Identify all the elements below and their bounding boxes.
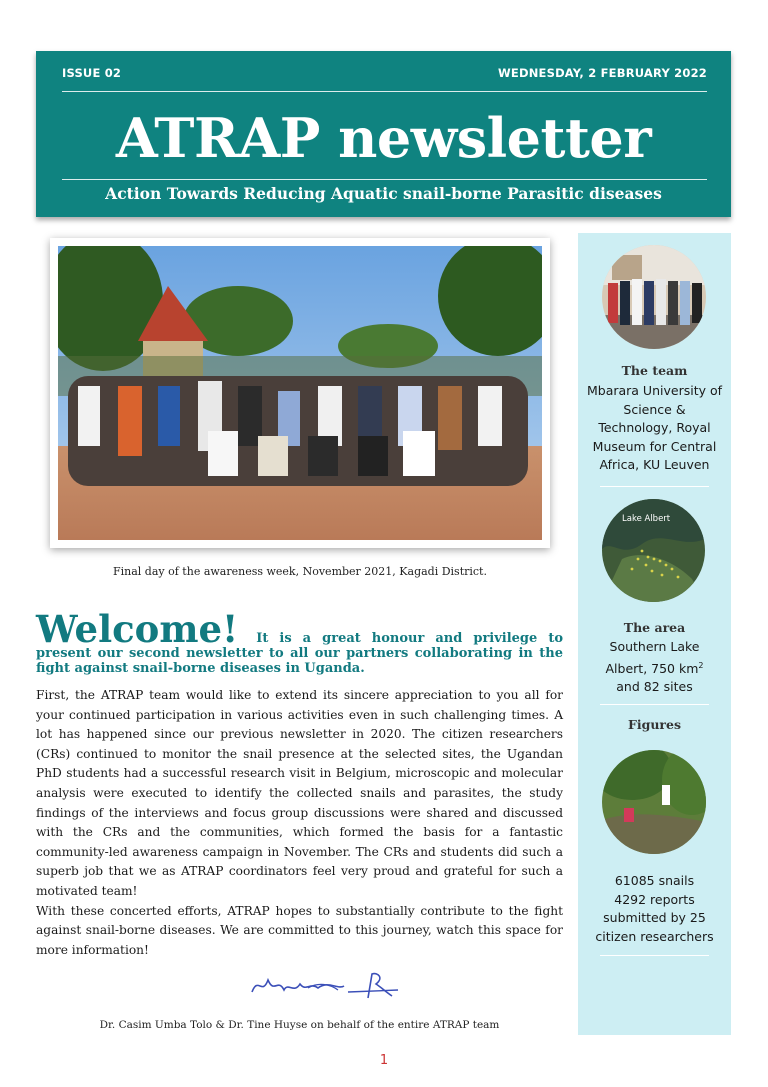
area-map [602, 499, 705, 602]
welcome-word: Welcome! [36, 607, 239, 651]
area-text [586, 638, 723, 697]
figures-photo [602, 750, 706, 854]
area-unit-exponent: 2 [698, 660, 704, 670]
team-photo [602, 245, 706, 349]
area-line-1: Southern Lake [609, 639, 700, 654]
newsletter-subtitle: Action Towards Reducing Aquatic snail-borne Parasitic diseases [105, 184, 662, 203]
body-paragraph-1: First, the ATRAP team would like to extend its sincere appreciation to you all for your continued participation in various activities even in such challenging times. A lot has happened since our previous newsletter in 2020. The citizen researchers (CRs) continued to monitor the snail presence at the selected sites, the Ugandan PhD students had a successful research visit in Belgium, microscopic and molecular analysis were executed to identify the collected snails and parasites, the study findings of the interviews and focus group discussions were shared and discussed with the CRs and the communities, which formed the basis for a fantastic community-led awareness campaign in November. The CRs and students did such a superb job that we as ATRAP coordinators feel very proud and grateful for such a motivated team! [36, 688, 563, 898]
page-number: 1 [379, 1053, 389, 1068]
area-heading: The area [623, 620, 686, 635]
welcome-heading [36, 607, 563, 676]
body-paragraph-2: With these concerted efforts, ATRAP hopes to substantially contribute to the fight against snail-borne diseases. We are committed to this journey, watch this space for more information! [36, 903, 563, 957]
group-photo-frame [50, 238, 550, 548]
header-rule-bottom [62, 179, 707, 180]
issue-date: WEDNESDAY, 2 FEBRUARY 2022 [498, 66, 707, 80]
map-label: Lake Albert [622, 514, 671, 524]
issue-label: ISSUE 02 [62, 66, 122, 80]
figures-text [586, 872, 723, 946]
newsletter-title: ATRAP newsletter [115, 106, 652, 170]
sidebar-divider [600, 955, 709, 956]
team-text: Mbarara University of Science & Technology, Royal Museum for Central Africa, KU Leuven [586, 383, 723, 472]
sidebar-divider [600, 486, 709, 487]
group-photo [58, 246, 542, 540]
signature-image [248, 968, 408, 1002]
figures-heading: Figures [627, 717, 682, 732]
area-line-2 [586, 657, 723, 679]
area-size: Albert, 750 km [605, 660, 699, 676]
figures-submitted: submitted by 25 [603, 910, 706, 925]
team-heading: The team [621, 363, 688, 378]
figures-reports: 4292 reports [614, 891, 695, 907]
figures-snails: 61085 snails [614, 873, 695, 888]
figures-researchers: citizen researchers [595, 928, 714, 944]
photo-caption: Final day of the awareness week, November 2021, Kagadi District. [113, 565, 487, 578]
welcome-lead: It is a great honour and privilege to present our second newsletter to all our partners collaborating in the fight against snail-borne diseases in Uganda. [36, 631, 563, 676]
newsletter-header [36, 51, 731, 217]
header-rule-top [62, 91, 707, 92]
welcome-body [36, 686, 563, 960]
sidebar-divider [600, 704, 709, 705]
welcome-block [36, 607, 563, 676]
sidebar [578, 233, 731, 1035]
signature-caption: Dr. Casim Umba Tolo & Dr. Tine Huyse on behalf of the entire ATRAP team [99, 1019, 500, 1031]
area-line-3: and 82 sites [616, 679, 693, 695]
